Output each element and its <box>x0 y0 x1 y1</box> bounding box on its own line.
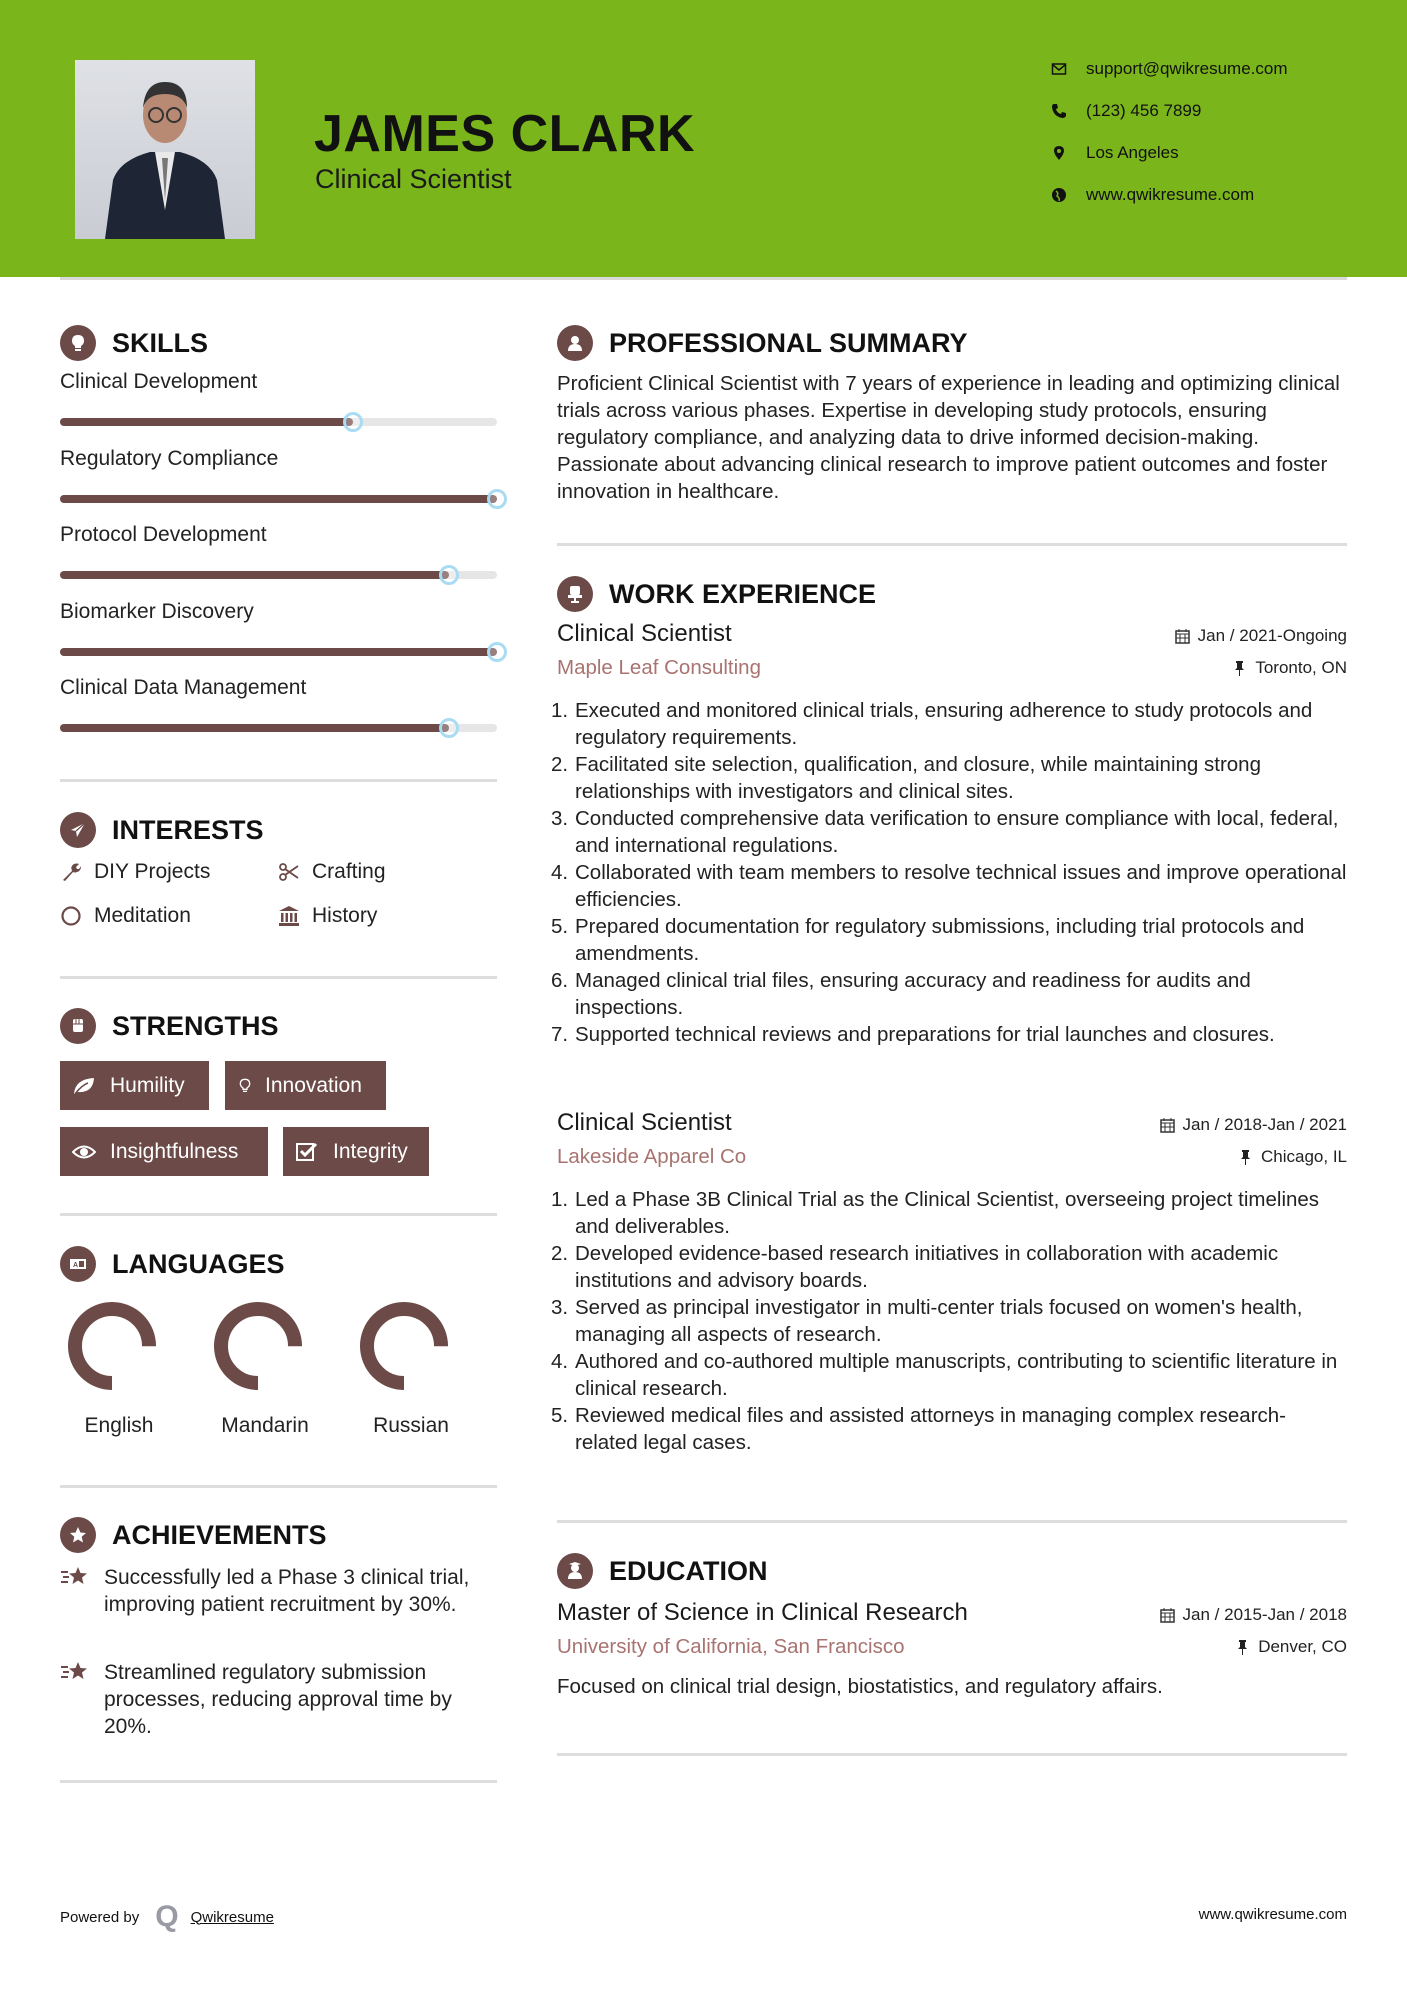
education-date <box>1160 1605 1347 1625</box>
qwikresume-logo-icon: Q <box>155 1900 179 1933</box>
skill-slider[interactable] <box>60 648 497 656</box>
interest-label: Crafting <box>312 860 386 883</box>
contact-location <box>1051 143 1179 163</box>
skill-slider-fill <box>60 495 497 503</box>
skill-label: Regulatory Compliance <box>60 446 279 470</box>
achievements-heading <box>60 1517 327 1553</box>
strength-tag <box>60 1061 209 1110</box>
candidate-name: JAMES CLARK <box>314 105 696 163</box>
svg-text:A: A <box>73 1262 79 1269</box>
calendar-icon <box>1175 628 1190 644</box>
star-award-icon <box>60 1564 94 1590</box>
contact-phone-text: (123) 456 7899 <box>1086 101 1202 120</box>
languages-heading <box>60 1246 285 1282</box>
language-proficiency-ring <box>210 1298 306 1394</box>
job-date <box>1160 1115 1347 1135</box>
footer-powered-by <box>60 1900 274 1934</box>
language-proficiency-arc <box>367 1309 441 1383</box>
language-proficiency-ring <box>356 1298 452 1394</box>
user-icon <box>557 325 593 361</box>
powered-by-text: Powered by <box>60 1908 140 1926</box>
job-bullet-text: Conducted comprehensive data verification to ensure compliance with local, federal, and international regulations. <box>575 807 1339 857</box>
interests-heading-text: INTERESTS <box>112 814 264 845</box>
education-heading <box>557 1553 768 1589</box>
degree: Master of Science in Clinical Research <box>557 1599 968 1626</box>
job-bullet: 4. Authored and co-authored multiple manuscripts, contributing to scientific literature in clinical research. <box>551 1350 1338 1400</box>
envelope-icon <box>1051 61 1067 77</box>
interest-label: DIY Projects <box>94 860 211 883</box>
strength-tag <box>225 1061 386 1110</box>
briefcase-chair-icon <box>557 576 593 612</box>
skill-slider[interactable] <box>60 495 497 503</box>
strength-tag <box>60 1127 268 1176</box>
graduate-icon <box>557 1553 593 1589</box>
section-divider <box>60 1780 497 1783</box>
job-bullet: 4. Collaborated with team members to resolve technical issues and improve operational efficiencies. <box>551 861 1347 911</box>
location-text: Denver, CO <box>1258 1637 1347 1656</box>
education-heading-text: EDUCATION <box>609 1555 768 1586</box>
job-bullet-text: Prepared documentation for regulatory submissions, including trial protocols and amendments. <box>575 915 1305 965</box>
skill-slider[interactable] <box>60 724 497 732</box>
interest-item <box>60 904 191 928</box>
date-text: Jan / 2015-Jan / 2018 <box>1182 1605 1347 1624</box>
job-location <box>1238 1147 1347 1167</box>
work-heading <box>557 576 876 612</box>
skill-slider-handle[interactable] <box>343 412 363 432</box>
language-proficiency-arc <box>75 1309 149 1383</box>
paper-plane-icon <box>60 812 96 848</box>
achievement-text: Streamlined regulatory submission processes, reducing approval time by 20%. <box>104 1661 452 1738</box>
date-text: Jan / 2018-Jan / 2021 <box>1182 1115 1347 1134</box>
star-award-icon <box>60 1659 94 1685</box>
location-text: Toronto, ON <box>1255 658 1347 677</box>
achievement-item <box>60 1659 500 1740</box>
strengths-heading-text: STRENGTHS <box>112 1010 279 1041</box>
job-bullet-text: Reviewed medical files and assisted attorneys in managing complex research-related legal cases. <box>575 1404 1287 1454</box>
pushpin-icon <box>1235 1639 1250 1655</box>
job-bullet-text: Managed clinical trial files, ensuring accuracy and readiness for audits and inspections. <box>575 969 1251 1019</box>
location-text: Chicago, IL <box>1261 1147 1347 1166</box>
header-divider <box>60 277 1347 280</box>
achievement-item <box>60 1564 500 1618</box>
achievement-text: Successfully led a Phase 3 clinical trial, improving patient recruitment by 30%. <box>104 1566 470 1616</box>
job-bullet: 2. Developed evidence-based research initiatives in collaboration with academic institutions and advisory boards. <box>551 1242 1279 1292</box>
language-proficiency-arc <box>221 1309 295 1383</box>
lightbulb-icon <box>237 1075 253 1097</box>
profile-photo <box>75 60 255 239</box>
circle-icon <box>60 905 82 927</box>
section-divider <box>557 543 1347 546</box>
leaf-icon <box>72 1075 96 1097</box>
skill-slider-handle[interactable] <box>439 565 459 585</box>
contact-website[interactable] <box>1051 185 1254 205</box>
scissors-icon <box>278 861 300 883</box>
job-bullet-text: Developed evidence-based research initiatives in collaboration with academic institutions and advisory boards. <box>575 1242 1279 1292</box>
contact-phone[interactable] <box>1051 101 1201 121</box>
job-bullet: 2. Facilitated site selection, qualification, and closure, while maintaining strong relationships with investigators and clinical sites. <box>551 753 1261 803</box>
languages-heading-text: LANGUAGES <box>112 1248 285 1279</box>
company-name: Maple Leaf Consulting <box>557 656 761 679</box>
job-bullets <box>551 697 1347 1048</box>
job-bullet: 6. Managed clinical trial files, ensuring accuracy and readiness for audits and inspections. <box>551 969 1251 1019</box>
summary-text: Proficient Clinical Scientist with 7 years of experience in leading and optimizing clinical trials across various phases. Expertise in developing study protocols, ensuring regulatory compliance, and analyzing data to drive informed decision-making. Passionate about advancing clinical research to improve patient outcomes and foster innovation in healthcare. <box>557 372 1340 503</box>
skill-slider[interactable] <box>60 418 497 426</box>
strength-tag <box>283 1127 429 1176</box>
pushpin-icon <box>1232 660 1247 676</box>
summary-heading <box>557 325 968 361</box>
skill-slider-handle[interactable] <box>487 489 507 509</box>
skills-heading-text: SKILLS <box>112 327 209 358</box>
contact-email[interactable] <box>1051 59 1288 79</box>
calendar-icon <box>1160 1117 1175 1133</box>
education-location <box>1235 1637 1347 1657</box>
wrench-icon <box>60 861 82 883</box>
pushpin-icon <box>1238 1149 1253 1165</box>
job-bullet-text: Supported technical reviews and preparations for trial launches and closures. <box>575 1023 1275 1046</box>
lightbulb-icon <box>60 325 96 361</box>
strength-label: Integrity <box>333 1139 408 1163</box>
strength-label: Humility <box>110 1073 185 1097</box>
education-description: Focused on clinical trial design, biostatistics, and regulatory affairs. <box>557 1675 1163 1698</box>
skill-slider[interactable] <box>60 571 497 579</box>
skill-slider-fill <box>60 571 449 579</box>
skill-label: Protocol Development <box>60 523 267 546</box>
skill-slider-fill <box>60 724 449 732</box>
contact-location-text: Los Angeles <box>1086 143 1179 162</box>
work-heading-text: WORK EXPERIENCE <box>609 578 877 609</box>
skill-slider-handle[interactable] <box>439 718 459 738</box>
job-bullet: 5. Reviewed medical files and assisted attorneys in managing complex research-related legal cases. <box>551 1404 1287 1454</box>
interests-heading <box>60 812 264 848</box>
job-location <box>1232 658 1347 678</box>
language-label: English <box>84 1414 154 1437</box>
job-date <box>1175 626 1347 646</box>
skill-slider-fill <box>60 418 353 426</box>
section-divider <box>557 1520 1347 1523</box>
date-text: Jan / 2021-Ongoing <box>1197 626 1347 645</box>
job-bullet-text: Facilitated site selection, qualification, and closure, while maintaining strong relationships with investigators and clinical sites. <box>575 753 1261 803</box>
interest-item <box>60 860 210 884</box>
company-name: Lakeside Apparel Co <box>557 1145 747 1168</box>
eye-icon <box>72 1141 96 1163</box>
skill-slider-handle[interactable] <box>487 642 507 662</box>
interest-label: History <box>312 904 378 927</box>
strength-label: Insightfulness <box>110 1139 239 1163</box>
language-label: Russian <box>373 1414 449 1437</box>
contact-email-text: support@qwikresume.com <box>1086 59 1288 78</box>
job-bullet: 3. Conducted comprehensive data verification to ensure compliance with local, federal, and international regulations. <box>551 807 1339 857</box>
school: University of California, San Francisco <box>557 1635 905 1658</box>
job-bullet-text: Executed and monitored clinical trials, ensuring adherence to study protocols and regulatory requirements. <box>575 699 1313 749</box>
footer-website[interactable]: www.qwikresume.com <box>1198 1906 1347 1923</box>
phone-icon <box>1051 103 1067 119</box>
job-bullet-text: Served as principal investigator in multi-center trials focused on women's health, managing all aspects of research. <box>575 1296 1303 1346</box>
skill-slider-fill <box>60 648 497 656</box>
language-proficiency-ring <box>64 1298 160 1394</box>
candidate-title: Clinical Scientist <box>315 164 512 194</box>
section-divider <box>60 779 497 782</box>
job-bullet: 1. Led a Phase 3B Clinical Trial as the Clinical Scientist, overseeing project timelines and deliverables. <box>551 1188 1320 1238</box>
header-banner <box>0 0 1407 277</box>
section-divider <box>60 1485 497 1488</box>
museum-icon <box>278 905 300 927</box>
language-label: Mandarin <box>221 1414 309 1437</box>
map-marker-icon <box>1051 145 1067 161</box>
language-icon <box>60 1246 96 1282</box>
checkbox-icon <box>295 1141 319 1163</box>
skill-label: Clinical Development <box>60 370 258 393</box>
summary-heading-text: PROFESSIONAL SUMMARY <box>609 327 968 358</box>
skill-label: Clinical Data Management <box>60 676 307 699</box>
contact-website-text: www.qwikresume.com <box>1086 185 1255 204</box>
section-divider <box>60 976 497 979</box>
job-bullet: 5. Prepared documentation for regulatory submissions, including trial protocols and amendments. <box>551 915 1305 965</box>
skills-heading <box>60 325 208 361</box>
star-icon <box>60 1517 96 1553</box>
job-bullet-text: Led a Phase 3B Clinical Trial as the Clinical Scientist, overseeing project timelines and deliverables. <box>575 1188 1320 1238</box>
section-divider <box>60 1213 497 1216</box>
qwikresume-link[interactable]: Qwikresume <box>190 1908 274 1926</box>
interest-item <box>278 860 386 884</box>
job-bullet-text: Collaborated with team members to resolve technical issues and improve operational efficiencies. <box>575 861 1347 911</box>
job-title: Clinical Scientist <box>557 1109 732 1136</box>
job-bullet: 1. Executed and monitored clinical trials, ensuring adherence to study protocols and regulatory requirements. <box>551 699 1313 749</box>
strengths-heading <box>60 1008 279 1044</box>
globe-icon <box>1051 187 1067 203</box>
job-bullet-text: Authored and co-authored multiple manuscripts, contributing to scientific literature in clinical research. <box>575 1350 1338 1400</box>
section-divider <box>557 1753 1347 1756</box>
interest-label: Meditation <box>94 904 191 927</box>
job-bullet: 3. Served as principal investigator in multi-center trials focused on women's health, managing all aspects of research. <box>551 1296 1303 1346</box>
skill-label: Biomarker Discovery <box>60 599 254 623</box>
job-title: Clinical Scientist <box>557 620 732 647</box>
interest-item <box>278 904 377 928</box>
job-bullet: 7. Supported technical reviews and preparations for trial launches and closures. <box>551 1023 1275 1046</box>
achievements-heading-text: ACHIEVEMENTS <box>112 1519 327 1550</box>
job-bullets <box>551 1186 1347 1456</box>
calendar-icon <box>1160 1607 1175 1623</box>
strength-label: Innovation <box>265 1073 362 1097</box>
fist-icon <box>60 1008 96 1044</box>
